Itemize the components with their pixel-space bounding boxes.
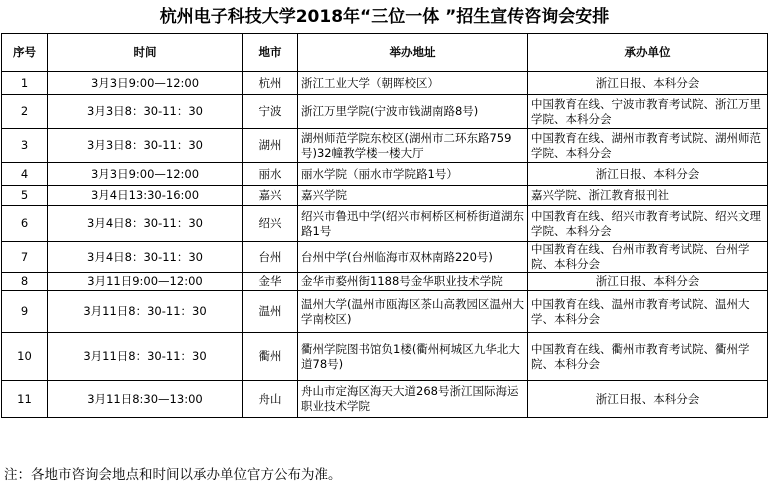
row-organizer: 中国教育在线、台州市教育考试院、台州学院、本科分会 bbox=[528, 242, 768, 273]
header-address: 举办地址 bbox=[298, 34, 528, 72]
row-address: 湖州师范学院东校区(湖州市二环东路759号)32幢教学楼一楼大厅 bbox=[298, 129, 528, 163]
row-city: 台州 bbox=[243, 242, 298, 273]
row-no: 2 bbox=[2, 95, 48, 129]
row-organizer: 嘉兴学院、浙江教育报刊社 bbox=[528, 186, 768, 206]
schedule-table bbox=[1, 33, 768, 418]
row-no: 1 bbox=[2, 72, 48, 95]
row-organizer: 中国教育在线、衢州市教育考试院、衢州学院、本科分会 bbox=[528, 333, 768, 381]
row-time: 3月3日9:00—12:00 bbox=[48, 72, 243, 95]
row-city: 嘉兴 bbox=[243, 186, 298, 206]
row-address: 嘉兴学院 bbox=[298, 186, 528, 206]
row-city: 杭州 bbox=[243, 72, 298, 95]
row-time: 3月4日8：30-11：30 bbox=[48, 242, 243, 273]
row-city: 湖州 bbox=[243, 129, 298, 163]
row-city: 衢州 bbox=[243, 333, 298, 381]
table-body bbox=[2, 72, 768, 418]
table-row bbox=[2, 242, 768, 273]
row-time: 3月11日8：30-11：30 bbox=[48, 333, 243, 381]
row-city: 宁波 bbox=[243, 95, 298, 129]
row-address: 绍兴市鲁迅中学(绍兴市柯桥区柯桥街道湖东路1号 bbox=[298, 206, 528, 242]
row-address: 浙江工业大学（朝晖校区） bbox=[298, 72, 528, 95]
row-no: 10 bbox=[2, 333, 48, 381]
row-address: 浙江万里学院(宁波市钱湖南路8号) bbox=[298, 95, 528, 129]
row-time: 3月11日9:00—12:00 bbox=[48, 273, 243, 291]
row-no: 8 bbox=[2, 273, 48, 291]
row-no: 6 bbox=[2, 206, 48, 242]
row-no: 7 bbox=[2, 242, 48, 273]
row-time: 3月3日8：30-11：30 bbox=[48, 129, 243, 163]
header-organizer: 承办单位 bbox=[528, 34, 768, 72]
table-row bbox=[2, 291, 768, 333]
row-no: 9 bbox=[2, 291, 48, 333]
row-time: 3月4日8：30-11：30 bbox=[48, 206, 243, 242]
row-address: 温州大学(温州市瓯海区茶山高教园区温州大学南校区) bbox=[298, 291, 528, 333]
row-time: 3月4日13:30-16:00 bbox=[48, 186, 243, 206]
table-row bbox=[2, 381, 768, 418]
row-organizer: 中国教育在线、绍兴市教育考试院、绍兴文理学院、本科分会 bbox=[528, 206, 768, 242]
row-city: 丽水 bbox=[243, 163, 298, 186]
row-city: 舟山 bbox=[243, 381, 298, 418]
header-no: 序号 bbox=[2, 34, 48, 72]
header-city: 地市 bbox=[243, 34, 298, 72]
header-time: 时间 bbox=[48, 34, 243, 72]
row-city: 绍兴 bbox=[243, 206, 298, 242]
table-row bbox=[2, 333, 768, 381]
row-time: 3月3日8：30-11：30 bbox=[48, 95, 243, 129]
table-row bbox=[2, 273, 768, 291]
table-row bbox=[2, 206, 768, 242]
table-row bbox=[2, 129, 768, 163]
row-no: 4 bbox=[2, 163, 48, 186]
row-organizer: 浙江日报、本科分会 bbox=[528, 72, 768, 95]
row-address: 台州中学(台州临海市双林南路220号) bbox=[298, 242, 528, 273]
table-row bbox=[2, 72, 768, 95]
footnote: 注：各地市咨询会地点和时间以承办单位官方公布为准。 bbox=[4, 467, 342, 483]
row-time: 3月3日9:00—12:00 bbox=[48, 163, 243, 186]
row-address: 丽水学院（丽水市学院路1号） bbox=[298, 163, 528, 186]
row-city: 温州 bbox=[243, 291, 298, 333]
row-organizer: 中国教育在线、宁波市教育考试院、浙江万里学院、本科分会 bbox=[528, 95, 768, 129]
row-organizer: 浙江日报、本科分会 bbox=[528, 273, 768, 291]
row-time: 3月11日8：30-11：30 bbox=[48, 291, 243, 333]
row-organizer: 浙江日报、本科分会 bbox=[528, 163, 768, 186]
row-city: 金华 bbox=[243, 273, 298, 291]
table-header-row bbox=[2, 34, 768, 72]
row-no: 3 bbox=[2, 129, 48, 163]
row-address: 舟山市定海区海天大道268号浙江国际海运职业技术学院 bbox=[298, 381, 528, 418]
table-row bbox=[2, 95, 768, 129]
row-address: 衢州学院图书馆负1楼(衢州柯城区九华北大道78号) bbox=[298, 333, 528, 381]
page-title: 杭州电子科技大学2018年“三位一体 ”招生宣传咨询会安排 bbox=[159, 7, 610, 27]
table-row bbox=[2, 163, 768, 186]
row-address: 金华市婺州街1188号金华职业技术学院 bbox=[298, 273, 528, 291]
row-time: 3月11日8:30—13:00 bbox=[48, 381, 243, 418]
row-organizer: 浙江日报、本科分会 bbox=[528, 381, 768, 418]
table-row bbox=[2, 186, 768, 206]
row-organizer: 中国教育在线、温州市教育考试院、温州大学、本科分会 bbox=[528, 291, 768, 333]
row-no: 5 bbox=[2, 186, 48, 206]
row-no: 11 bbox=[2, 381, 48, 418]
row-organizer: 中国教育在线、湖州市教育考试院、湖州师范学院、本科分会 bbox=[528, 129, 768, 163]
